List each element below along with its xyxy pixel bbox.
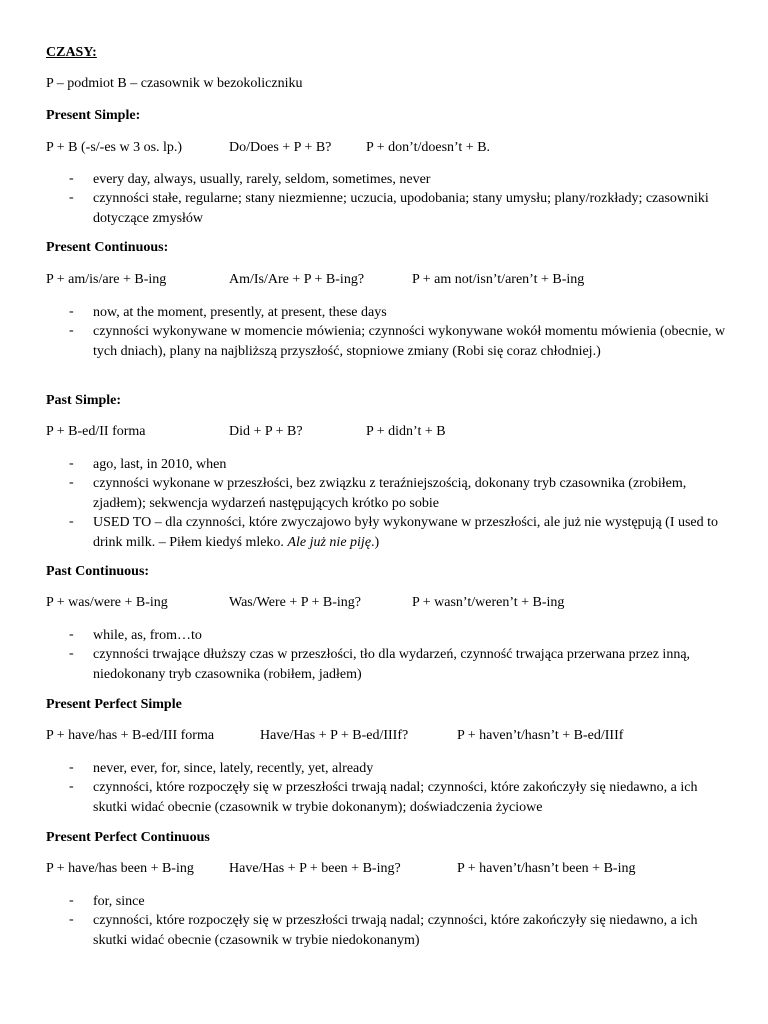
formula-affirmative: P + B-ed/II forma — [46, 424, 146, 439]
bullet-dash: - — [69, 171, 74, 186]
bullet-item: czynności, które rozpoczęły się w przeszłości trwają nadal; czynności, które zakończyły się niedawno, a ich skutki widać obecnie (czasownik w trybie niedokonanym) — [93, 913, 698, 948]
used-to-end: .) — [371, 534, 380, 550]
formula-question: Did + P + B? — [229, 424, 303, 439]
formula-affirmative: P + am/is/are + B-ing — [46, 272, 167, 287]
bullet-dash: - — [69, 323, 74, 338]
formula-question: Have/Has + P + B-ed/IIIf? — [260, 728, 409, 743]
used-to-italic: Ale już nie piję — [287, 534, 372, 550]
bullet-dash: - — [69, 893, 74, 908]
formula-negative: P + haven’t/hasn’t been + B-ing — [457, 861, 636, 876]
bullet-item: never, ever, for, since, lately, recently, yet, already — [93, 761, 374, 776]
bullet-item: for, since — [93, 894, 145, 909]
formula-negative: P + don’t/doesn’t + B. — [366, 140, 491, 155]
bullet-item: czynności wykonywane w momencie mówienia; czynności wykonywane wokół momentu mówienia (obecnie, w tych dniach), plany na najbliższą przyszłość, stopniowe zmiany (Robi się coraz chłodniej.) — [93, 324, 726, 359]
formula-negative: P + wasn’t/weren’t + B-ing — [412, 595, 565, 610]
used-to-text: USED TO – dla czynności, które zwyczajowo były wykonywane w przeszłości, ale już nie występują (I used to drink milk. – Piłem kiedyś mleko. — [93, 515, 719, 550]
section-heading-present-perfect-simple: Present Perfect Simple — [46, 697, 182, 712]
formula-affirmative: P + have/has + B-ed/III forma — [46, 728, 215, 743]
formula-negative: P + haven’t/hasn’t + B-ed/IIIf — [457, 728, 624, 743]
bullet-dash: - — [69, 760, 74, 775]
formula-question: Was/Were + P + B-ing? — [229, 595, 361, 610]
bullet-dash: - — [69, 646, 74, 661]
formula-affirmative: P + B (-s/-es w 3 os. lp.) — [46, 140, 183, 155]
formula-negative: P + am not/isn’t/aren’t + B-ing — [412, 272, 585, 287]
legend-line: P – podmiot B – czasownik w bezokoliczniku — [46, 76, 303, 91]
bullet-item: czynności, które rozpoczęły się w przeszłości trwają nadal; czynności, które zakończyły się niedawno, a ich skutki widać obecnie (czasownik w trybie dokonanym); doświadczenia życiowe — [93, 780, 698, 815]
formula-affirmative: P + was/were + B-ing — [46, 595, 168, 610]
page-title: CZASY: — [46, 45, 97, 60]
bullet-dash: - — [69, 475, 74, 490]
bullet-dash: - — [69, 779, 74, 794]
bullet-dash: - — [69, 456, 74, 471]
formula-question: Do/Does + P + B? — [229, 140, 332, 155]
bullet-item: every day, always, usually, rarely, seldom, sometimes, never — [93, 172, 431, 187]
section-heading-present-simple: Present Simple: — [46, 108, 141, 123]
bullet-item: while, as, from…to — [93, 628, 202, 643]
bullet-dash: - — [69, 627, 74, 642]
formula-question: Am/Is/Are + P + B-ing? — [229, 272, 365, 287]
formula-negative: P + didn’t + B — [366, 424, 446, 439]
bullet-item: now, at the moment, presently, at present, these days — [93, 305, 387, 320]
bullet-dash: - — [69, 912, 74, 927]
section-heading-present-continuous: Present Continuous: — [46, 240, 169, 255]
bullet-item-used-to — [93, 513, 733, 552]
bullet-dash: - — [69, 514, 74, 529]
section-heading-past-continuous: Past Continuous: — [46, 564, 150, 579]
bullet-item: czynności stałe, regularne; stany niezmienne; uczucia, upodobania; stany umysłu; plany/rozkłady; czasowniki dotyczące zmysłów — [93, 191, 709, 226]
bullet-dash: - — [69, 190, 74, 205]
section-heading-past-simple: Past Simple: — [46, 393, 122, 408]
formula-question: Have/Has + P + been + B-ing? — [229, 861, 401, 876]
bullet-dash: - — [69, 304, 74, 319]
bullet-item: ago, last, in 2010, when — [93, 457, 227, 472]
section-heading-present-perfect-continuous: Present Perfect Continuous — [46, 830, 210, 845]
bullet-item: czynności trwające dłuższy czas w przeszłości, tło dla wydarzeń, czynność trwająca przerwana przez inną, niedokonany tryb czasownika (robiłem, jadłem) — [93, 647, 691, 682]
bullet-item: czynności wykonane w przeszłości, bez związku z teraźniejszością, dokonany tryb czasownika (zrobiłem, zjadłem); sekwencja wydarzeń następujących krótko po sobie — [93, 476, 687, 511]
formula-affirmative: P + have/has been + B-ing — [46, 861, 194, 876]
